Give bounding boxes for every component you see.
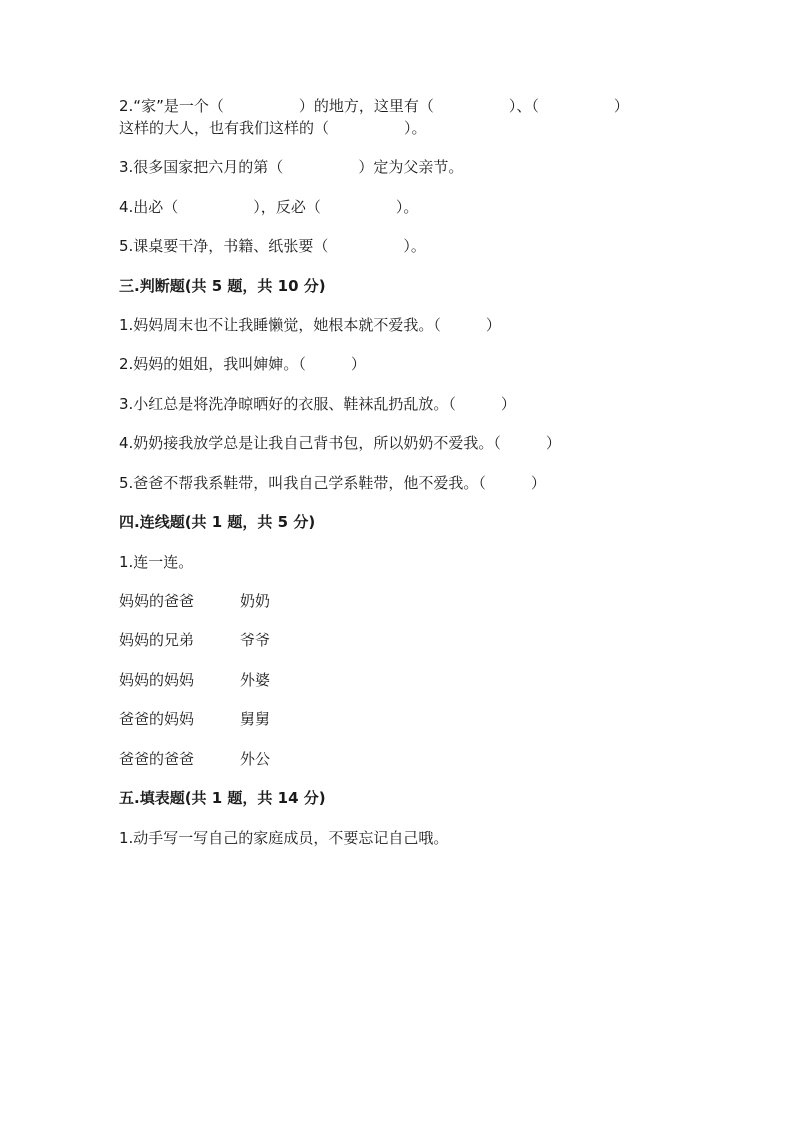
matching-right-1: 奶奶	[240, 592, 271, 610]
matching-right-3: 外婆	[240, 671, 271, 689]
judgment-item-5: 5.爸爸不帮我系鞋带，叫我自己学系鞋带，他不爱我。（ ）	[119, 474, 546, 492]
table-question: 1.动手写一写自己的家庭成员，不要忘记自己哦。	[119, 829, 449, 847]
section-table-title: 五.填表题(共 1 题，共 14 分)	[119, 789, 326, 807]
matching-right-2: 爷爷	[240, 631, 271, 649]
fill-blank-q2-line2: 这样的大人，也有我们这样的（ ）。	[119, 119, 427, 137]
section-judgment-title: 三.判断题(共 5 题，共 10 分)	[119, 277, 326, 295]
section-matching-title: 四.连线题(共 1 题，共 5 分)	[119, 513, 316, 531]
fill-blank-q3: 3.很多国家把六月的第（ ）定为父亲节。	[119, 158, 464, 176]
matching-left-2: 妈妈的兄弟	[119, 631, 195, 649]
matching-right-5: 外公	[240, 750, 271, 768]
matching-left-1: 妈妈的爸爸	[119, 592, 195, 610]
fill-blank-q4: 4.出必（ ），反必（ ）。	[119, 198, 419, 216]
judgment-item-1: 1.妈妈周末也不让我睡懒觉，她根本就不爱我。（ ）	[119, 316, 501, 334]
matching-left-5: 爸爸的爸爸	[119, 750, 195, 768]
fill-blank-q2-line1: 2.“家”是一个（ ）的地方，这里有（ ）、（ ）	[119, 97, 629, 115]
fill-blank-q5: 5.课桌要干净，书籍、纸张要（ ）。	[119, 237, 426, 255]
matching-right-4: 舅舅	[240, 710, 271, 728]
judgment-item-4: 4.奶奶接我放学总是让我自己背书包，所以奶奶不爱我。（ ）	[119, 434, 561, 452]
judgment-item-3: 3.小红总是将洗净晾晒好的衣服、鞋袜乱扔乱放。（ ）	[119, 395, 516, 413]
matching-left-4: 爸爸的妈妈	[119, 710, 195, 728]
matching-question: 1.连一连。	[119, 553, 194, 571]
judgment-item-2: 2.妈妈的姐姐，我叫婶婶。（ ）	[119, 355, 366, 373]
matching-left-3: 妈妈的妈妈	[119, 671, 195, 689]
